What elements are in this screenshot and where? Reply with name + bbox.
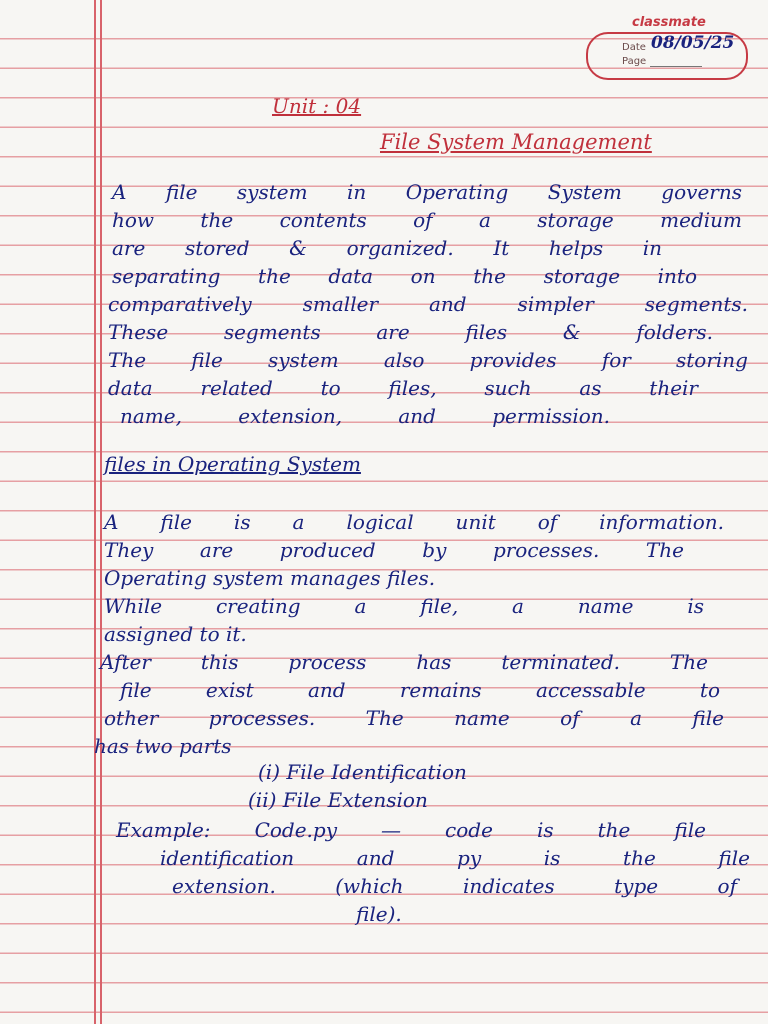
intro-line-7: The file system also provides for storing bbox=[108, 348, 748, 372]
part-extension: (ii) File Extension bbox=[248, 788, 428, 812]
brand-logo-text: classmate bbox=[632, 15, 706, 30]
page-label: Page bbox=[622, 56, 647, 67]
date-value: 08/05/25 bbox=[651, 33, 735, 53]
files-line-4: While creating a file, a name is bbox=[104, 594, 704, 618]
margin-line-right bbox=[100, 0, 102, 1024]
files-line-2: They are produced by processes. The bbox=[104, 538, 684, 562]
example-line-1: Example: Code.py — code is the file bbox=[116, 818, 706, 842]
intro-line-5: comparatively smaller and simpler segments. bbox=[108, 292, 748, 316]
intro-line-2: how the contents of a storage medium bbox=[112, 208, 742, 232]
example-line-2: identification and py is the file bbox=[160, 846, 750, 870]
intro-line-4: separating the data on the storage into bbox=[112, 264, 697, 288]
example-line-4: file). bbox=[356, 902, 402, 926]
intro-line-6: These segments are files & folders. bbox=[108, 320, 713, 344]
page-number-blank bbox=[650, 66, 702, 67]
example-line-3: extension. (which indicates type of bbox=[172, 874, 737, 898]
section-heading: files in Operating System bbox=[104, 452, 361, 476]
files-line-5: assigned to it. bbox=[104, 622, 247, 646]
unit-number: Unit : 04 bbox=[272, 94, 362, 118]
margin-line-left bbox=[94, 0, 96, 1024]
intro-line-3: are stored & organized. It helps in bbox=[112, 236, 662, 260]
files-line-9: has two parts bbox=[94, 734, 232, 758]
part-identification: (i) File Identification bbox=[258, 760, 467, 784]
date-label: Date bbox=[622, 42, 646, 53]
intro-line-9: name, extension, and permission. bbox=[120, 404, 610, 428]
files-line-6: After this process has terminated. The bbox=[100, 650, 708, 674]
files-line-8: other processes. The name of a file bbox=[104, 706, 724, 730]
files-line-7: file exist and remains accessable to bbox=[120, 678, 720, 702]
intro-line-1: A file system in Operating System governs bbox=[112, 180, 742, 204]
intro-line-8: data related to files, such as their bbox=[108, 376, 698, 400]
files-line-1: A file is a logical unit of information. bbox=[104, 510, 724, 534]
files-line-3: Operating system manages files. bbox=[104, 566, 436, 590]
page-title: File System Management bbox=[380, 130, 652, 154]
